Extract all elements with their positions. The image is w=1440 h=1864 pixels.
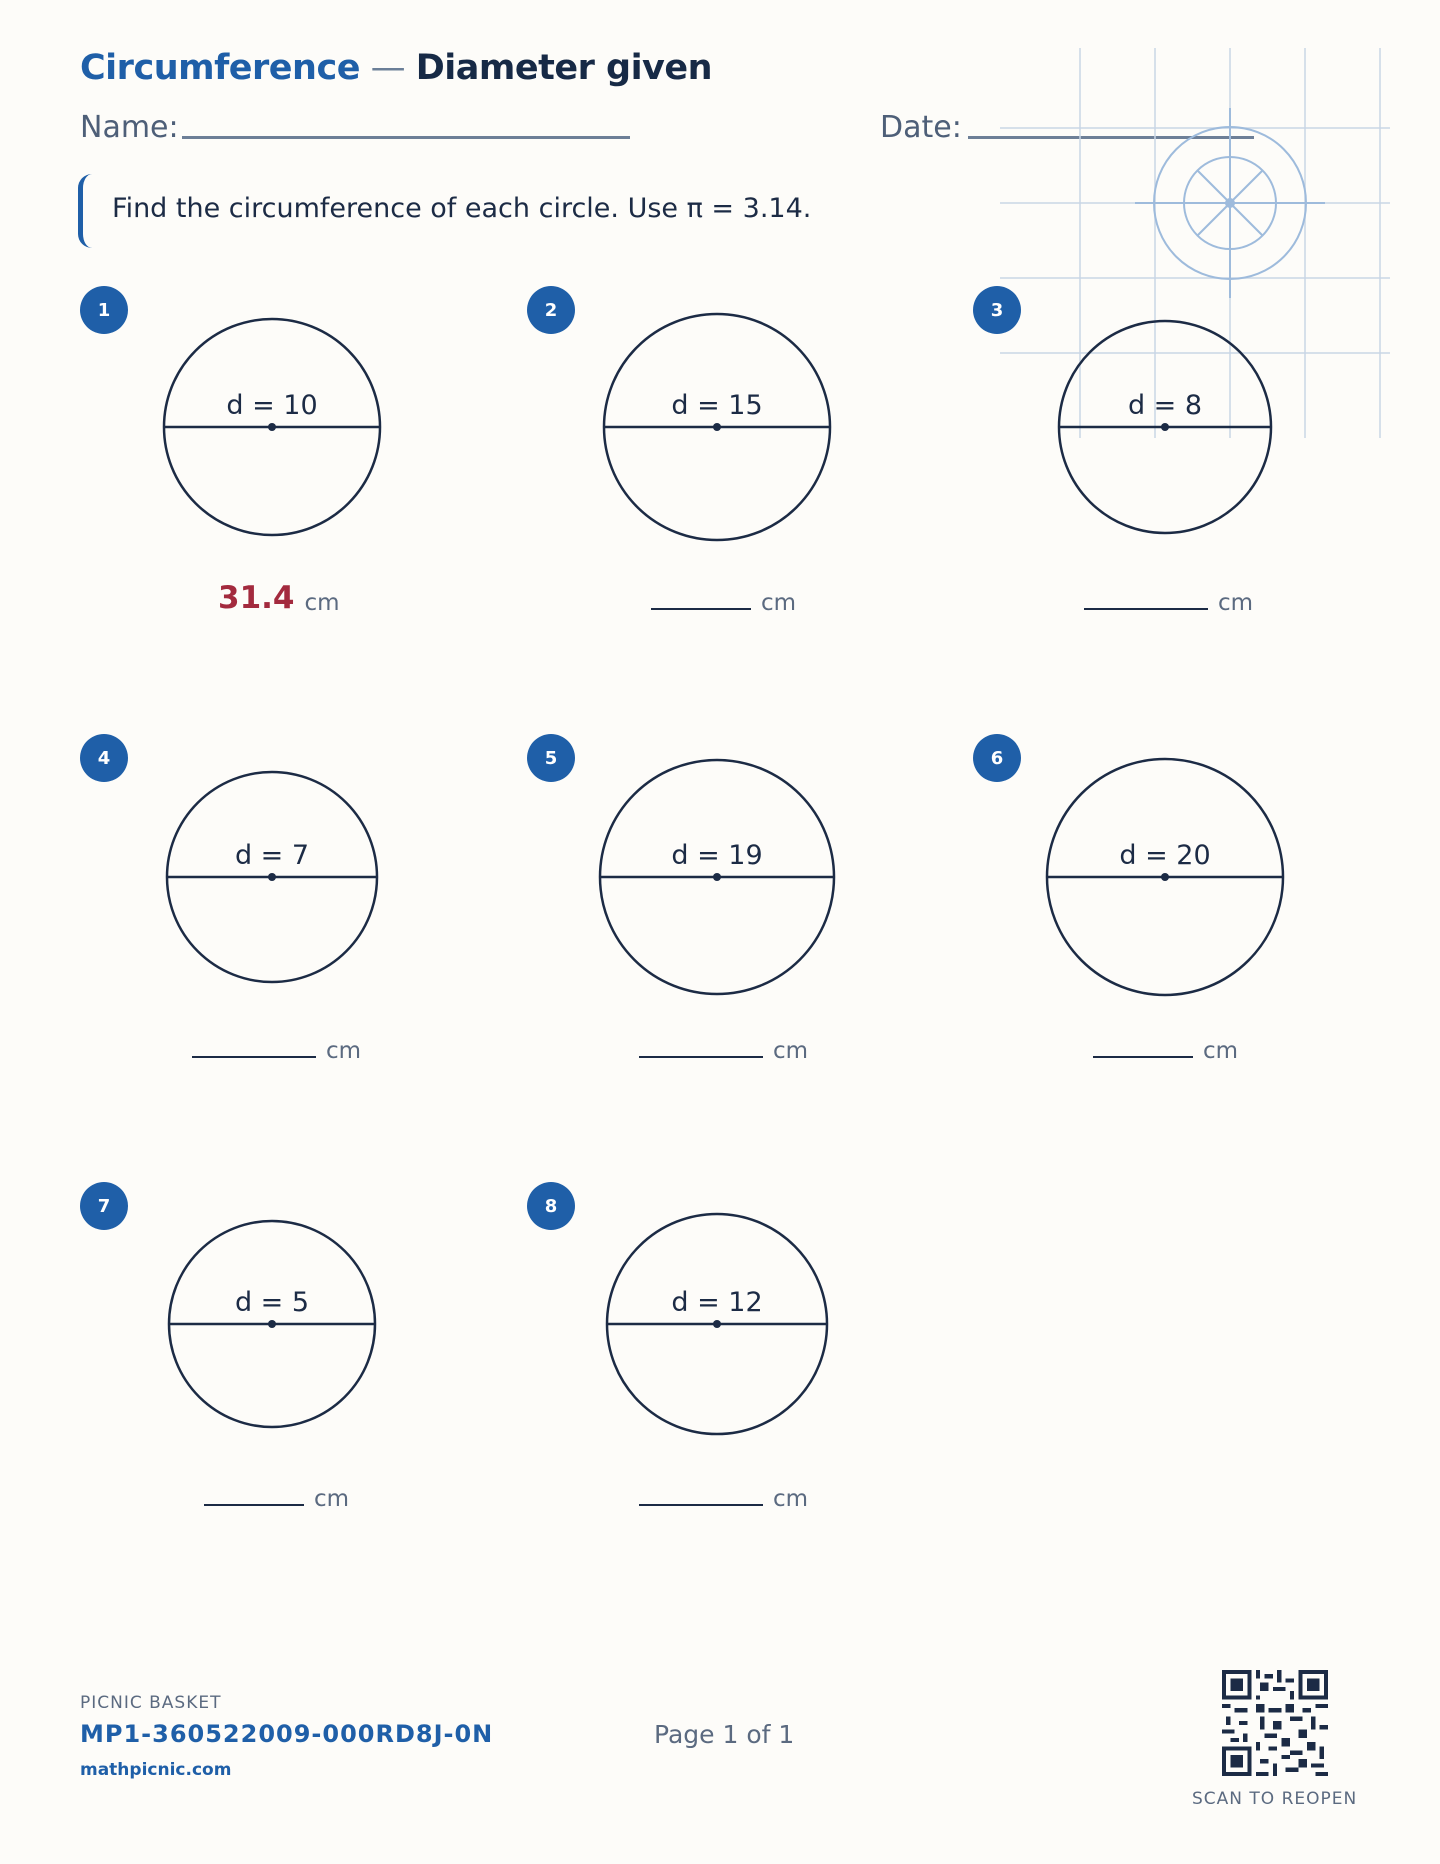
answer-blank[interactable]	[651, 608, 751, 610]
instructions-text: Find the circumference of each circle. Use π = 3.14.	[112, 193, 812, 224]
answer-row	[218, 576, 340, 616]
diameter-label: d = 5	[234, 1287, 310, 1318]
title-separator: —	[359, 48, 416, 88]
brand-label: PICNIC BASKET	[80, 1693, 222, 1713]
center-point	[713, 423, 721, 431]
problem-1	[80, 286, 440, 666]
diameter-label: d = 8	[1127, 390, 1203, 421]
answer-unit: cm	[304, 590, 340, 616]
answer-row	[639, 1024, 808, 1064]
circle-diagram	[80, 1182, 440, 1472]
title-topic: Circumference	[80, 48, 360, 88]
diameter-label: d = 19	[671, 840, 763, 871]
center-point	[268, 423, 276, 431]
center-point	[1161, 423, 1169, 431]
problem-5	[527, 734, 887, 1114]
name-field[interactable]	[182, 136, 630, 139]
center-point	[268, 1320, 276, 1328]
problem-number-badge: 2	[527, 286, 575, 334]
problem-number-badge: 6	[973, 734, 1021, 782]
diameter-label: d = 12	[671, 1287, 763, 1318]
worksheet-code: MP1-360522009-000RD8J-0N	[80, 1720, 494, 1748]
center-point	[713, 1320, 721, 1328]
qr-code-icon[interactable]	[1222, 1670, 1328, 1776]
answer-row	[204, 1472, 349, 1512]
answer-blank[interactable]	[1093, 1056, 1193, 1058]
circle-diagram	[527, 734, 887, 1024]
answer-blank[interactable]	[204, 1504, 304, 1506]
diameter-label: d = 10	[226, 390, 318, 421]
center-point	[1161, 873, 1169, 881]
answer-unit: cm	[1218, 590, 1254, 616]
answer-row	[192, 1024, 361, 1064]
problem-2	[527, 286, 887, 666]
problem-3	[973, 286, 1333, 666]
answer-unit: cm	[761, 590, 797, 616]
page-number: Page 1 of 1	[654, 1720, 795, 1749]
answer-blank[interactable]	[639, 1504, 763, 1506]
problem-8	[527, 1182, 887, 1562]
answer-unit: cm	[314, 1486, 350, 1512]
diameter-label: d = 15	[671, 390, 763, 421]
circle-diagram	[973, 734, 1333, 1024]
problem-number-badge: 4	[80, 734, 128, 782]
answer-unit: cm	[1203, 1038, 1239, 1064]
answer-unit: cm	[326, 1038, 362, 1064]
problem-number-badge: 5	[527, 734, 575, 782]
center-point	[713, 873, 721, 881]
answer-unit: cm	[773, 1038, 809, 1064]
diameter-label: d = 7	[234, 840, 310, 871]
answer-blank[interactable]	[639, 1056, 763, 1058]
problem-number-badge: 7	[80, 1182, 128, 1230]
problem-number-badge: 1	[80, 286, 128, 334]
circle-diagram	[80, 734, 440, 1024]
problem-number-badge: 8	[527, 1182, 575, 1230]
problem-6	[973, 734, 1333, 1114]
title-subtopic: Diameter given	[415, 48, 713, 88]
circle-diagram	[80, 286, 440, 576]
circle-diagram	[973, 286, 1333, 576]
name-label: Name:	[80, 110, 179, 145]
answer-blank[interactable]	[1084, 608, 1208, 610]
diameter-label: d = 20	[1119, 840, 1211, 871]
answer-value: 31.4	[218, 580, 295, 616]
answer-row	[1084, 576, 1253, 616]
site-link[interactable]: mathpicnic.com	[80, 1760, 232, 1780]
instructions-bracket	[78, 174, 101, 248]
date-label: Date:	[880, 110, 962, 145]
answer-row	[651, 576, 796, 616]
circle-diagram	[527, 286, 887, 576]
problem-number-badge: 3	[973, 286, 1021, 334]
problem-7	[80, 1182, 440, 1562]
answer-unit: cm	[773, 1486, 809, 1512]
problem-4	[80, 734, 440, 1114]
circle-diagram	[527, 1182, 887, 1472]
answer-blank[interactable]	[192, 1056, 316, 1058]
page-title	[80, 48, 712, 88]
answer-row	[1093, 1024, 1238, 1064]
center-point	[268, 873, 276, 881]
answer-row	[639, 1472, 808, 1512]
scan-caption: SCAN TO REOPEN	[1192, 1789, 1358, 1809]
